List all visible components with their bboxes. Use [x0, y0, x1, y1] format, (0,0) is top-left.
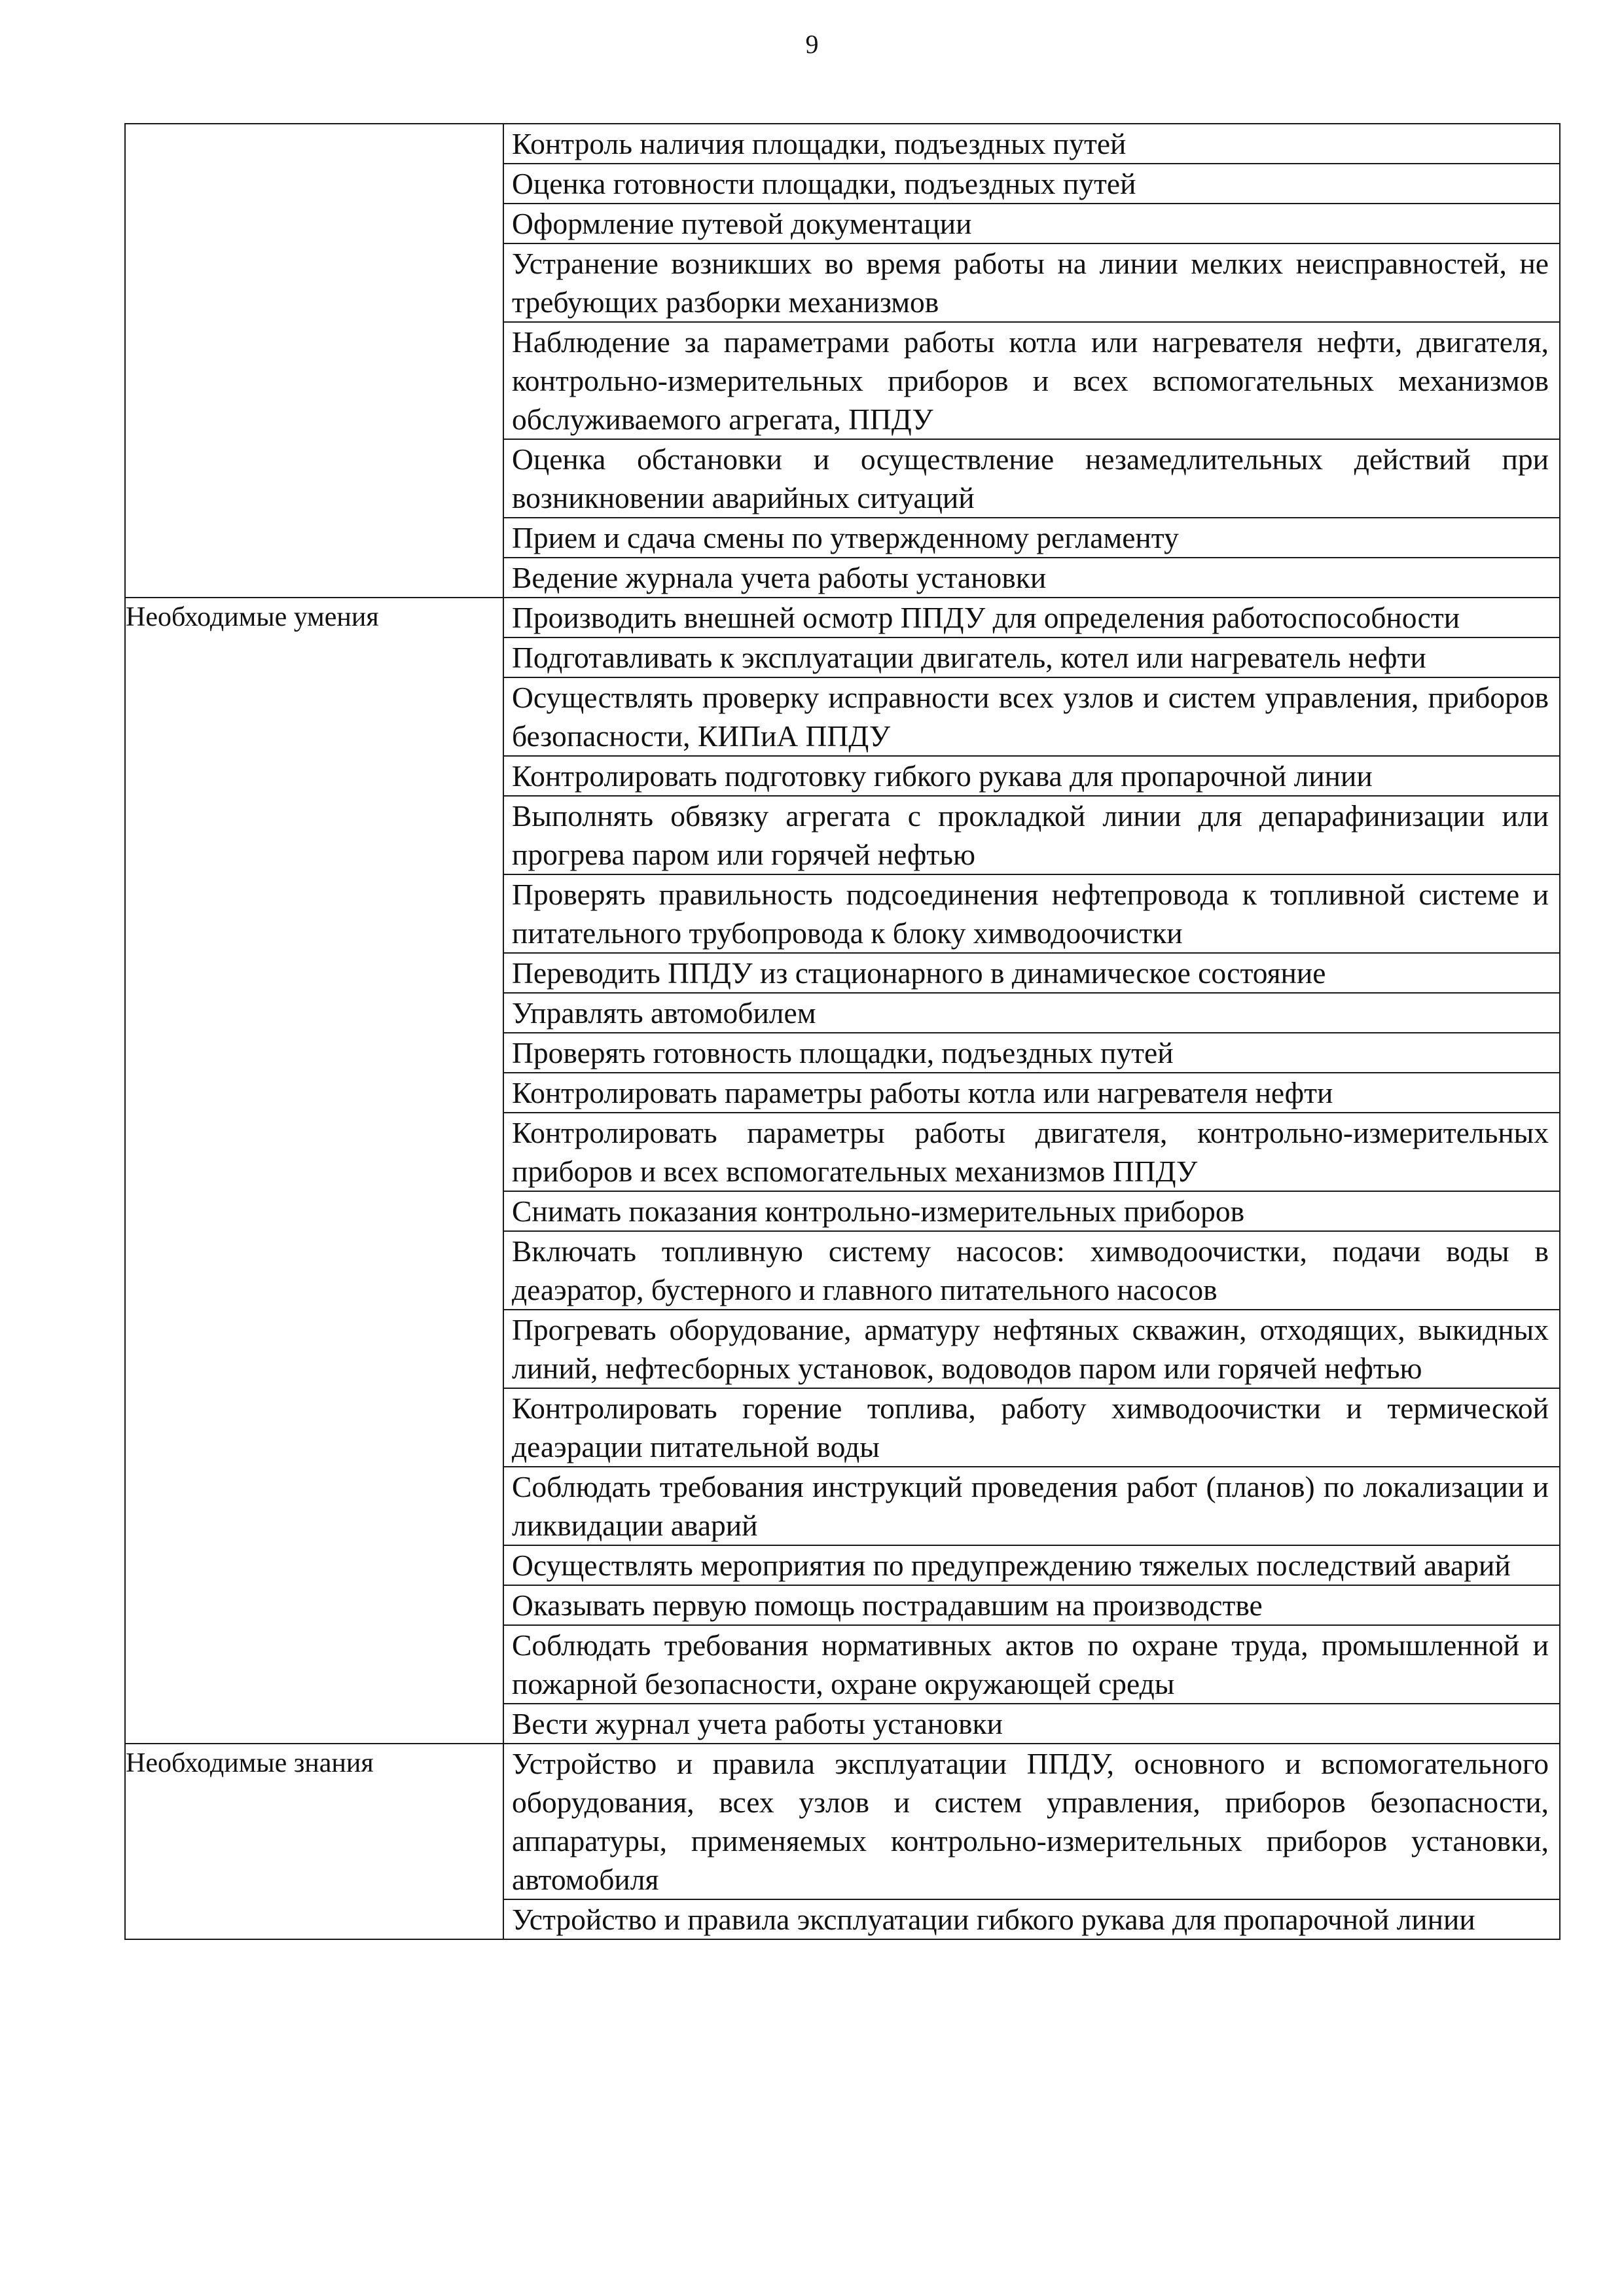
list-item: Контролировать параметры работы котла или нагревателя нефти — [504, 1073, 1559, 1113]
list-item: Осуществлять мероприятия по предупреждению тяжелых последствий аварий — [504, 1546, 1559, 1586]
table-row-knowledge — [125, 1744, 1560, 1939]
list-item: Контролировать горение топлива, работу химводоочистки и термической деаэрации питательной воды — [504, 1389, 1559, 1467]
list-item: Проверять правильность подсоединения нефтепровода к топливной системе и питательного трубопровода к блоку химводоочистки — [504, 875, 1559, 954]
list-item: Осуществлять проверку исправности всех узлов и систем управления, приборов безопасности, КИПиА ППДУ — [504, 678, 1559, 757]
requirements-table — [124, 123, 1561, 1940]
list-item: Оформление путевой документации — [504, 204, 1559, 244]
list-item: Включать топливную систему насосов: химводоочистки, подачи воды в деаэратор, бустерного и главного питательного насосов — [504, 1232, 1559, 1310]
table-row-labor-actions — [125, 124, 1560, 598]
section-items — [503, 598, 1560, 1744]
section-label — [125, 124, 503, 598]
list-item: Оценка обстановки и осуществление незамедлительных действий при возникновении аварийных ситуаций — [504, 440, 1559, 518]
list-item: Выполнять обвязку агрегата с прокладкой линии для депарафинизации или прогрева паром или горячей нефтью — [504, 797, 1559, 875]
list-item: Подготавливать к эксплуатации двигатель, котел или нагреватель нефти — [504, 638, 1559, 678]
list-item: Оказывать первую помощь пострадавшим на производстве — [504, 1586, 1559, 1626]
list-item: Оценка готовности площадки, подъездных путей — [504, 164, 1559, 204]
section-label-skills: Необходимые умения — [125, 598, 503, 1744]
list-item: Устройство и правила эксплуатации ППДУ, основного и вспомогательного оборудования, всех узлов и систем управления, приборов безопасности, аппаратуры, применяемых контрольно-измерительных приборов установки, автомобиля — [504, 1744, 1559, 1900]
table-row-skills — [125, 598, 1560, 1744]
list-item: Снимать показания контрольно-измерительных приборов — [504, 1192, 1559, 1232]
list-item: Прием и сдача смены по утвержденному регламенту — [504, 518, 1559, 558]
section-items — [503, 1744, 1560, 1939]
list-item: Переводить ППДУ из стационарного в динамическое состояние — [504, 954, 1559, 994]
list-item: Контролировать параметры работы двигателя, контрольно-измерительных приборов и всех вспомогательных механизмов ППДУ — [504, 1113, 1559, 1192]
section-items — [503, 124, 1560, 598]
list-item: Соблюдать требования инструкций проведения работ (планов) по локализации и ликвидации аварий — [504, 1467, 1559, 1546]
section-label-knowledge: Необходимые знания — [125, 1744, 503, 1939]
list-item: Прогревать оборудование, арматуру нефтяных скважин, отходящих, выкидных линий, нефтесборных установок, водоводов паром или горячей нефтью — [504, 1310, 1559, 1389]
list-item: Контролировать подготовку гибкого рукава для пропарочной линии — [504, 757, 1559, 797]
list-item: Производить внешней осмотр ППДУ для определения работоспособности — [504, 598, 1559, 638]
list-item: Проверять готовность площадки, подъездных путей — [504, 1033, 1559, 1073]
list-item: Соблюдать требования нормативных актов по охране труда, промышленной и пожарной безопасности, охране окружающей среды — [504, 1626, 1559, 1704]
list-item: Управлять автомобилем — [504, 994, 1559, 1033]
list-item: Вести журнал учета работы установки — [512, 1707, 1003, 1740]
list-item: Устройство и правила эксплуатации гибкого рукава для пропарочной линии — [512, 1903, 1475, 1936]
page-number: 9 — [805, 29, 819, 59]
list-item: Наблюдение за параметрами работы котла или нагревателя нефти, двигателя, контрольно-измерительных приборов и всех вспомогательных механизмов обслуживаемого агрегата, ППДУ — [504, 323, 1559, 440]
list-item: Устранение возникших во время работы на линии мелких неисправностей, не требующих разборки механизмов — [504, 244, 1559, 323]
list-item: Ведение журнала учета работы установки — [512, 561, 1047, 594]
list-item: Контроль наличия площадки, подъездных путей — [504, 124, 1559, 164]
